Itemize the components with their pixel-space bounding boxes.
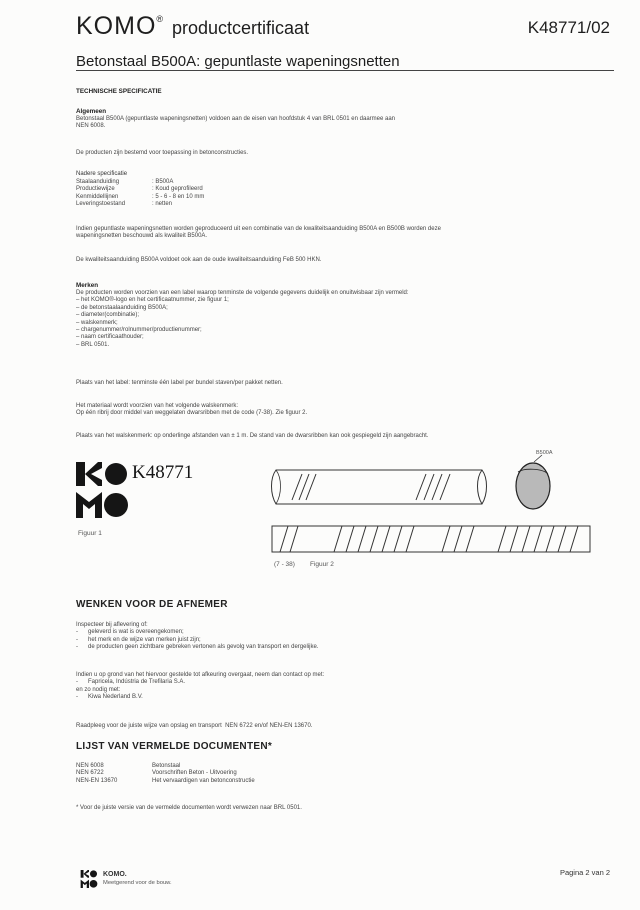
- komo-logo-small-icon: [79, 870, 99, 888]
- header-divider: [76, 70, 614, 71]
- registered-mark: ®: [156, 14, 165, 24]
- brand-komo: KOMO: [76, 12, 157, 40]
- figure2-caption: Figuur 2: [310, 561, 334, 568]
- rolling-mark-text: Het materiaal wordt voorzien van het volgende walskenmerk: Op één ribrij door middel van weggelaten dwarsribben met de code (7-38). Zie figuur 2.: [76, 403, 308, 417]
- figure1-code: K48771: [132, 462, 194, 483]
- application-text: De producten zijn bestemd voor toepassing in betonconstructies.: [76, 150, 249, 156]
- spec-values: : B500A : Koud geprofileerd : 5 - 6 - 8 en 10 mm : netten: [152, 179, 205, 208]
- komo-logo-mark: [76, 462, 128, 518]
- certificate-number: K48771/02: [527, 18, 610, 37]
- advice-contact-text: Indien u op grond van het hiervoor gestelde tot afkeuring overgaat, neem dan contact op met: - Fapricela, Indústria de Trefilaria S.A. en zo nodig met: - Kiwa Nederland B.V.: [76, 672, 325, 701]
- marks-text: De producten worden voorzien van een label waarop tenminste de volgende gegevens duidelijk en onuitwisbaar zijn vermeld: – het KOMO®-logo en het certificaatnummer, zie figuur 1; – de betonstaalaanduiding B500A; – diameter(combinatie); – walskenmerk; – chargenummer/rolnummer/productienummer; – naam certificaathouder; – BRL 0501.: [76, 290, 409, 348]
- spec-labels: Staalaanduiding Productiewijze Kenmiddellijnen Leveringstoestand: [76, 179, 126, 208]
- marks-heading: Merken: [76, 282, 99, 289]
- page-subtitle: Betonstaal B500A: gepuntlaste wapeningsnetten: [76, 53, 400, 70]
- page-number: Pagina 2 van 2: [559, 868, 610, 877]
- brand-subtitle: productcertificaat: [172, 18, 310, 38]
- footer-tagline: Meetgerend voor de bouw.: [103, 880, 172, 886]
- section-advice-title: WENKEN VOOR DE AFNEMER: [76, 599, 228, 610]
- advice-storage-text: Raadpleeg voor de juiste wijze van opslag en transport NEN 6722 en/of NEN-EN 13670.: [76, 723, 313, 729]
- general-text: Betonstaal B500A (gepuntlaste wapeningsnetten) voldoen aan de eisen van hoofdstuk 4 van BRL 0501 en daarmee aan NEN 6008.: [76, 116, 396, 130]
- spec-heading: Nadere specificatie: [76, 171, 128, 177]
- quality-text: De kwaliteitsaanduiding B500A voldoet ook aan de oude kwaliteitsaanduiding FeB 500 HKN.: [76, 257, 322, 263]
- brand-title: [76, 12, 309, 41]
- combination-text: Indien gepuntlaste wapeningsnetten worden geproduceerd uit een combinatie van de kwaliteitsaanduiding B500A en B500B worden deze wapeningsnetten beschouwd als kwaliteit B500A.: [76, 226, 441, 240]
- documents-titles: Betonstaal Voorschriften Beton - Uitvoering Het vervaardigen van betonconstructie: [152, 763, 255, 784]
- advice-inspect-text: Inspecteer bij aflevering of: - geleverd is wat is overeengekomen; - het merk en de wijze van merken juist zijn; - de producten geen zichtbare gebreken vertonen als gevolg van transport en dergelijke.: [76, 622, 319, 651]
- rolling-mark-position: Plaats van het walskenmerk: op onderlinge afstanden van ± 1 m. De stand van de dwarsribben kan ook gespiegeld zijn aangebracht.: [76, 433, 429, 439]
- section-documents-title: LIJST VAN VERMELDE DOCUMENTEN*: [76, 741, 273, 752]
- label-position-text: Plaats van het label: tenminste één label per bundel staven/per pakket netten.: [76, 380, 283, 386]
- documents-codes: NEN 6008 NEN 6722 NEN-EN 13670: [76, 763, 118, 784]
- figure2-code-label: (7 - 38): [274, 561, 295, 568]
- komo-logo: [76, 462, 128, 518]
- footer-komo: KOMO.: [103, 871, 127, 878]
- documents-note: * Voor de juiste versie van de vermelde documenten wordt verwezen naar BRL 0501.: [76, 805, 302, 811]
- section-tech-title: TECHNISCHE SPECIFICATIE: [76, 88, 162, 95]
- figure1-caption: Figuur 1: [78, 530, 102, 537]
- figure2-rebar-drawing: [266, 448, 596, 560]
- figure2-grade-label: B500A: [536, 450, 553, 456]
- general-heading: Algemeen: [76, 108, 107, 115]
- footer-komo-logo: [79, 870, 99, 888]
